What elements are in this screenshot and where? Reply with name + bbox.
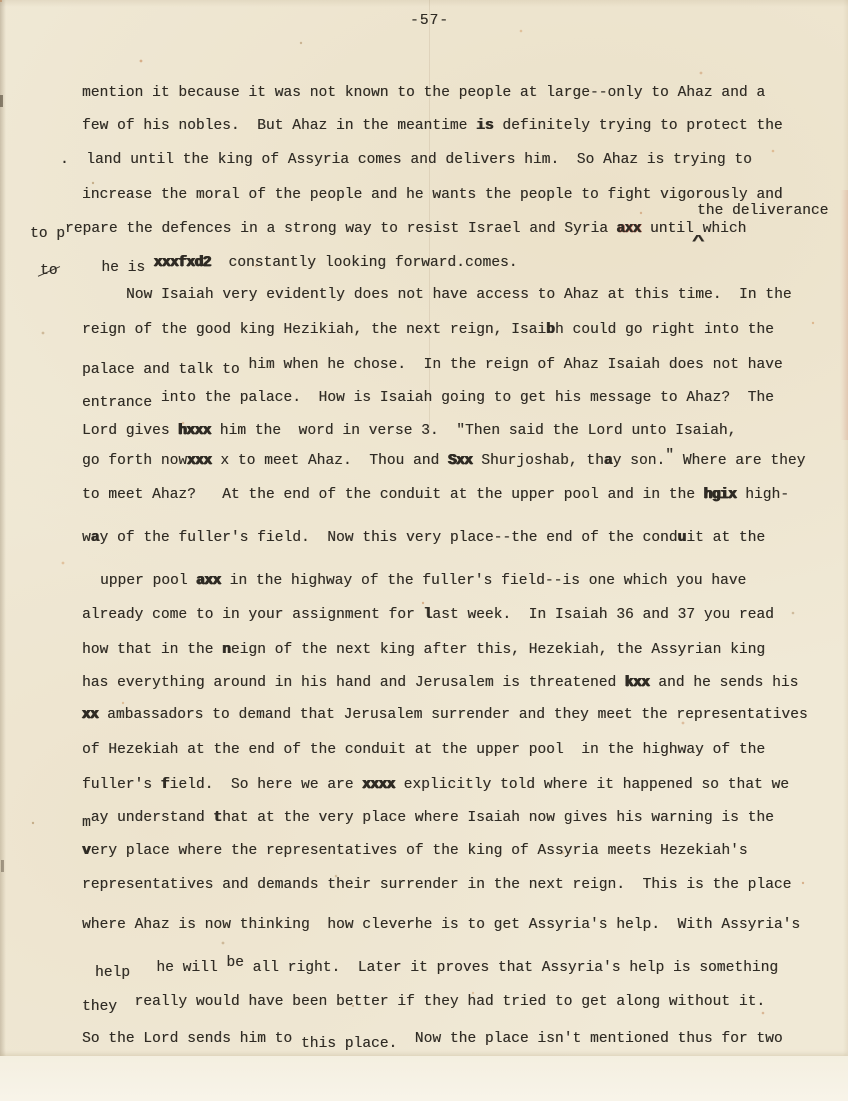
text-line: help he will be all right. Later it proves that Assyria's help is something xyxy=(95,955,779,981)
text-line: to prepare the defences in a strong way to resist Israel and Syria axx until^which xyxy=(30,221,747,250)
text-line: Now Isaiah very evidently does not have access to Ahaz at this time. In the xyxy=(126,287,792,303)
text-line: palace and talk to him when he chose. In the reign of Ahaz Isaiah does not have xyxy=(82,357,783,378)
text-line: xx ambassadors to demand that Jerusalem surrender and they meet the representatives xyxy=(82,707,808,723)
text-line: fuller's field. So here we are xxxx explicitly told where it happened so that we xyxy=(82,777,790,793)
text-line: way of the fuller's field. Now this very place--the end of the conduit at the xyxy=(82,530,766,546)
text-line: mention it because it was not known to the people at large--only to Ahaz and a xyxy=(82,85,766,101)
text-line: few of his nobles. But Ahaz in the meantime is definitely trying to protect the xyxy=(82,118,783,134)
text-line: So the Lord sends him to this place. Now the place isn't mentioned thus for two xyxy=(82,1031,783,1052)
text-line: very place where the representatives of the king of Assyria meets Hezekiah's xyxy=(82,843,748,859)
text-line: representatives and demands their surrender in the next reign. This is the place xyxy=(82,877,792,893)
text-line: to meet Ahaz? At the end of the conduit at the upper pool and in the hgix high- xyxy=(82,487,789,503)
text-line: of Hezekiah at the end of the conduit at the upper pool in the highway of the xyxy=(82,742,766,758)
text-line: already come to in your assignment for last week. In Isaiah 36 and 37 you read xyxy=(82,607,774,623)
text-line: Lord gives hxxx him the word in verse 3. "Then said the Lord unto Isaiah, xyxy=(82,423,737,439)
text-line: increase the moral of the people and he wants the people to fight vigorously and xyxy=(82,187,783,203)
text-line: may understand that at the very place where Isaiah now gives his warning is the xyxy=(82,810,774,831)
text-line: reign of the good king Hezikiah, the next reign, Isaibh could go right into the xyxy=(82,322,774,338)
text-line: has everything around in his hand and Jerusalem is threatened kxx and he sends his xyxy=(82,675,799,691)
text-line: they really would have been better if they had tried to get along without it. xyxy=(82,994,766,1015)
text-line: upper pool axx in the highway of the fuller's field--is one which you have xyxy=(100,573,747,589)
text-line: the deliverance xyxy=(697,203,829,219)
text-line: to he is xxxfxd2 constantly looking forward.comes. xyxy=(40,255,518,279)
text-line: where Ahaz is now thinking how cleverhe is to get Assyria's help. With Assyria's xyxy=(82,917,801,933)
text-line: how that in the neign of the next king after this, Hezekiah, the Assyrian king xyxy=(82,642,766,658)
page-number: -57- xyxy=(410,13,450,29)
text-line: entrance into the palace. How is Isaiah going to get his message to Ahaz? The xyxy=(82,390,774,411)
text-line: go forth nowxxx x to meet Ahaz. Thou and Sxx Shurjoshab, thay son.″ Where are they xyxy=(82,448,806,469)
text-line: . land until the king of Assyria comes and delivers him. So Ahaz is trying to xyxy=(60,152,752,168)
